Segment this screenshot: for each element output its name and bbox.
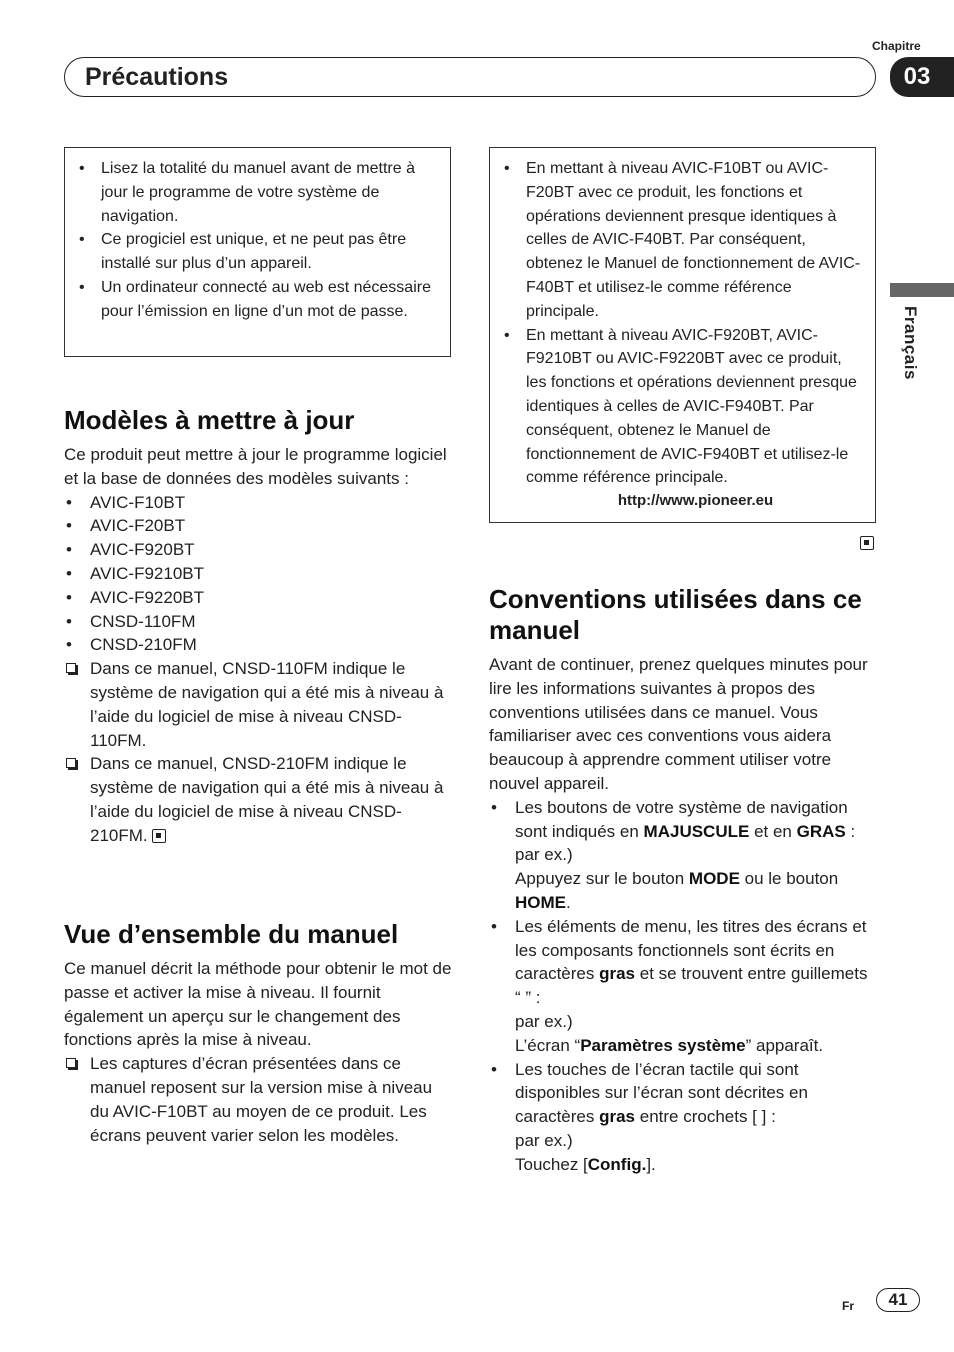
bold-text: MODE [688,869,740,889]
conventions-heading: Conventions utilisées dans ce manuel [489,584,862,645]
list-item [489,915,877,1058]
list-item [489,796,877,915]
list-item: • Ce progiciel est unique, et ne peut pas être installé sur plus d’un appareil. [77,228,436,276]
list-item: • AVIC-F10BT [64,491,452,515]
example-label: par ex.) [515,1011,573,1031]
list-item: • AVIC-F9210BT [64,562,452,586]
text: Appuyez sur le bouton [515,869,689,889]
example-label: par ex.) [515,845,573,865]
bold-text: gras [599,1107,636,1127]
section-header [64,57,876,97]
models-section [64,405,452,848]
end-mark-icon [860,536,874,550]
conventions-list [489,796,877,1177]
text: et se trouvent entre guillemets “ ” : [515,964,868,1008]
precautions-box-left [64,147,451,357]
bold-text: MAJUSCULE [643,821,750,841]
text: : [845,821,856,841]
text: Les boutons de votre système de navigation sont indiqués en [515,797,848,841]
example-label: par ex.) [515,1130,573,1150]
overview-heading: Vue d’ensemble du manuel [64,919,399,949]
text: Touchez [ [515,1154,588,1174]
models-intro: Ce produit peut mettre à jour le programme logiciel et la base de données des modèles suivants : [64,445,447,488]
list-item: • AVIC-F9220BT [64,586,452,610]
conventions-intro: Avant de continuer, prenez quelques minutes pour lire les informations suivantes à propos des conventions utilisées dans ce manuel. Vous familiariser avec ces conventions vous aidera beaucoup à apprendre comment utiliser votre nouvel appareil. [489,655,868,793]
list-item: • En mettant à niveau AVIC-F10BT ou AVIC-F20BT avec ce produit, les fonctions et opérations deviennent presque identiques à celles de AVIC-F40BT. Par conséquent, obtenez le Manuel de fonctionnement de AVIC-F40BT et utilisez-le comme référence principale. [502,157,865,324]
list-item [489,1058,877,1177]
overview-notes [64,1052,452,1147]
text: Les éléments de menu, les titres des écrans et les composants fonctionnels sont écrits en caractères [515,916,867,984]
precautions-box-right [489,147,876,523]
text: L’écran “ [515,1035,581,1055]
note-text: Dans ce manuel, CNSD-110FM indique le système de navigation qui a été mis à niveau à l’aide du logiciel de mise à niveau CNSD-110FM. [90,659,444,750]
list-item: • Un ordinateur connecté au web est nécessaire pour l’émission en ligne d’un mot de passe. [77,276,436,324]
chapter-number-badge: 03 [890,57,954,97]
bold-text: Config. [587,1154,647,1174]
language-code: Fr [842,1299,854,1313]
text: ” apparaît. [745,1035,824,1055]
list-item: • AVIC-F920BT [64,538,452,562]
section-title: Précautions [85,62,229,91]
bold-text: GRAS [796,821,846,841]
end-mark-icon [152,829,166,843]
list-item: • En mettant à niveau AVIC-F920BT, AVIC-F9210BT ou AVIC-F9220BT avec ce produit, les fonctions et opérations deviennent presque identiques à celles de AVIC-F940BT. Par conséquent, obtenez le Manuel de fonctionnement de AVIC-F940BT et utilisez-le comme référence principale. [502,324,865,491]
list-item: • Lisez la totalité du manuel avant de mettre à jour le programme de votre système de navigation. [77,157,436,228]
bold-text: HOME [515,892,566,912]
bold-text: gras [599,964,636,984]
text: ou le bouton [739,869,839,889]
pioneer-url-link[interactable]: http://www.pioneer.eu [617,492,774,510]
chapter-label: Chapitre [872,39,921,53]
text: ]. [646,1154,656,1174]
text: Les touches de l’écran tactile qui sont disponibles sur l’écran sont décrites en caractères [515,1059,808,1127]
note-text: Dans ce manuel, CNSD-210FM indique le système de navigation qui a été mis à niveau à l’aide du logiciel de mise à niveau CNSD-210FM. [90,754,444,845]
note-item [64,752,452,847]
models-heading: Modèles à mettre à jour [64,405,355,435]
precautions-list-left [77,157,436,324]
text: et en [749,821,797,841]
text: . [566,892,571,912]
page-number: 41 [876,1288,920,1312]
list-item: • AVIC-F20BT [64,514,452,538]
list-item: • CNSD-110FM [64,610,452,634]
bold-text: Paramètres système [580,1035,746,1055]
overview-section [64,919,452,1147]
overview-intro: Ce manuel décrit la méthode pour obtenir le mot de passe et activer la mise à niveau. Il fournit également un aperçu sur le changement des fonctions après la mise à niveau. [64,959,452,1050]
list-item: • CNSD-210FM [64,633,452,657]
language-label: Français [901,306,920,380]
conventions-section [489,584,877,1177]
models-notes [64,657,452,847]
note-item [64,657,452,752]
note-item: Les captures d’écran présentées dans ce manuel reposent sur la version mise à niveau du AVIC-F10BT au moyen de ce produit. Les écrans peuvent varier selon les modèles. [64,1052,452,1147]
models-list [64,491,452,658]
text: entre crochets [ ] : [635,1107,776,1127]
precautions-list-right [502,157,865,490]
language-tab [890,283,954,297]
